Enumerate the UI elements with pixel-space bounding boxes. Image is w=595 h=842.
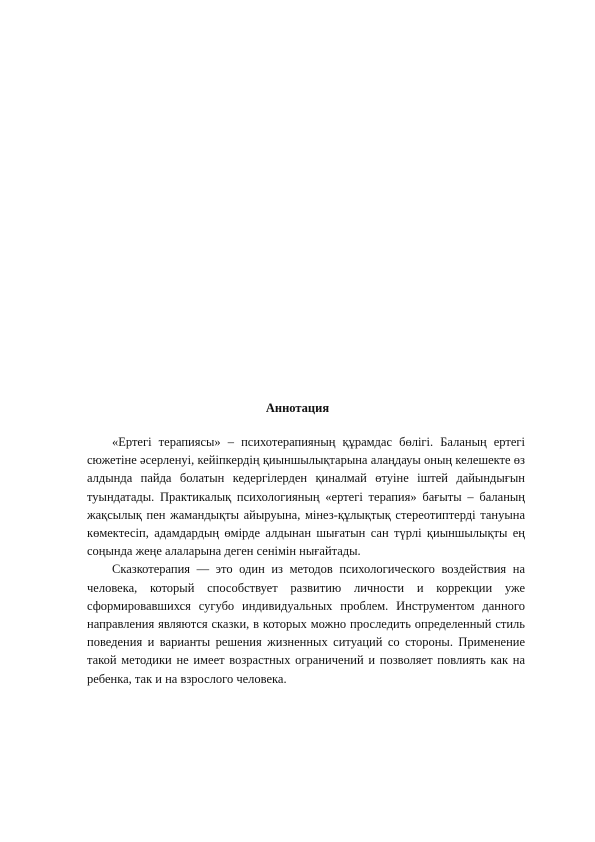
paragraph-kazakh: «Ертегі терапиясы» – психотерапияның құрамдас бөлігі. Баланың ертегі сюжетіне әсерленуі, кейіпкердің қиыншылықтарына алаңдауы оның келешекте өз алдында пайда болатын кедергілерден қиналмай өтуіне іштей дайындығын туындатады. Практикалық психологияның «ертегі терапия» бағыты – баланың жақсылық пен жамандықты айыруына, мінез-құлықтық стереотиптерді тануына көмектесіп, адамдардың өмірде алдынан шығатын сан түрлі қиыншылықты ең соңында жеңе алаларына деген сенімін нығайтады. — [87, 435, 525, 559]
paragraph-russian: Сказкотерапия — это один из методов психологического воздействия на человека, который способствует развитию личности и коррекции уже сформировавшихся сугубо индивидуальных проблем. Инструментом данного направления являются сказки, в которых можно проследить определенный стиль поведения и варианты решения жизненных ситуаций со стороны. Применение такой методики не имеет возрастных ограничений и позволяет повлиять как на ребенка, так и на взрослого человека. — [87, 562, 525, 686]
annotation-body — [87, 433, 525, 688]
annotation-heading: Аннотация — [265, 401, 330, 415]
